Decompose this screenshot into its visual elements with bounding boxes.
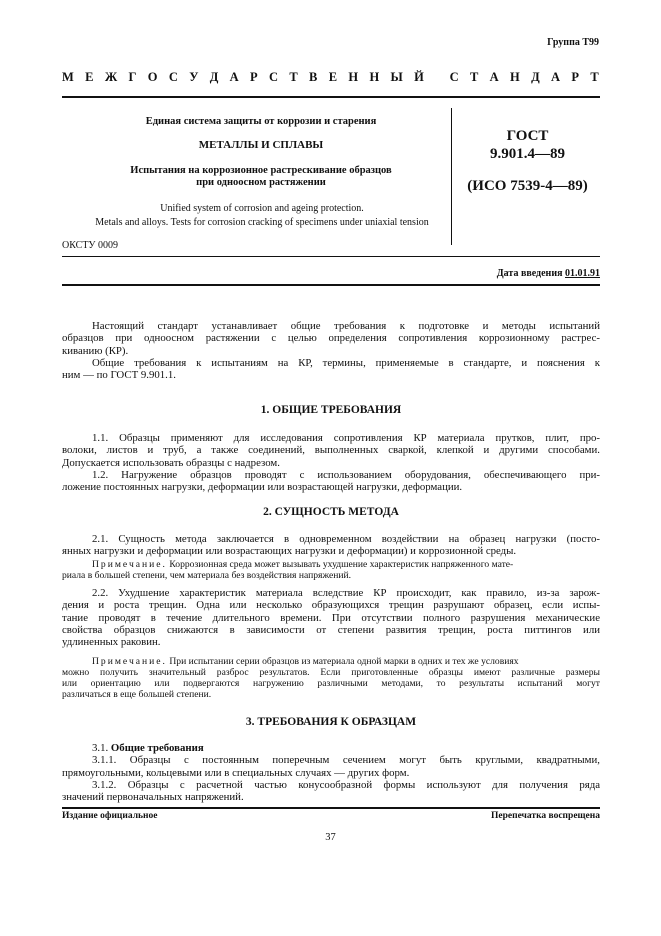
- text-line: 2.2. Ухудшение характеристик материала вследствие КР происходит, как правило, из-за зарож-: [92, 587, 600, 599]
- gost-number: 9.901.4—89: [490, 146, 565, 162]
- text-line: 2.1. Сущность метода заключается в одновременном воздействии на образец нагрузки (посто-: [92, 533, 600, 545]
- text-line: 1.2. Нагружение образцов проводят с использованием оборудования, обеспечивающего при-: [92, 469, 600, 481]
- heading-letter: Е: [328, 70, 338, 84]
- subsection-3-1: [62, 742, 600, 803]
- subsection-name: Общие требования: [110, 742, 204, 754]
- iso-number: (ИСО 7539-4—89): [467, 178, 588, 194]
- heading-letter: С: [168, 70, 178, 84]
- heading-letter: А: [229, 70, 239, 84]
- heading-letter: В: [309, 70, 318, 84]
- header-rule: [62, 96, 600, 98]
- text-line: Настоящий стандарт устанавливает общие требования к подготовке и методы испытаний: [92, 320, 600, 332]
- clause-2-2: [62, 587, 600, 648]
- text-line: ним — по ГОСТ 9.901.1.: [62, 369, 176, 382]
- heading-letter: М: [62, 70, 74, 84]
- text-line: свойства образцов снижаются в зависимости от степени развития трещин, роста питтингов или: [62, 623, 600, 636]
- text-line: образцов при одноосном растяжении с целью определения сопротивления коррозионному растрес-: [62, 332, 600, 345]
- page-number: 37: [325, 832, 336, 843]
- subsection-title: [62, 742, 600, 754]
- heading-letter: Н: [510, 70, 520, 84]
- text-line: киванию (КР).: [62, 344, 129, 357]
- text-line: Общие требования к испытаниям на КР, термины, применяемые в стандарте, и пояснения к: [92, 357, 600, 369]
- text-line: удлиненных раковин.: [62, 636, 161, 649]
- note-line: [62, 656, 600, 667]
- heading-letter: Ы: [390, 70, 403, 84]
- subject-title: МЕТАЛЛЫ И СПЛАВЫ: [198, 139, 324, 151]
- heading-letter: С: [449, 70, 459, 84]
- heading-letter: Т: [590, 70, 599, 84]
- introduction-date-label: Дата введения: [496, 268, 563, 279]
- heading-letter: [435, 70, 438, 85]
- section-1-heading: 1. ОБЩИЕ ТРЕБОВАНИЯ: [260, 404, 402, 416]
- text-line: прямоугольными, кольцевыми или в специальных случаях — других форм.: [62, 766, 410, 779]
- note-line: риала в большей степени, чем материала без воздействия напряжений.: [62, 570, 352, 581]
- group-label: Группа Т99: [547, 37, 599, 48]
- heading-letter: Т: [289, 70, 298, 84]
- date-rule: [62, 284, 600, 286]
- intro-paragraph-1: [62, 320, 600, 357]
- note-line: или ориентацию или подвергаются нагружению различными методами, то результаты испытаний могут: [62, 678, 600, 689]
- intro-paragraph-2: [62, 357, 600, 382]
- heading-letter: Г: [128, 70, 137, 84]
- heading-letter: Т: [469, 70, 479, 84]
- note-text: Коррозионная среда может вызывать ухудшение характеристик напряженного мате-: [169, 559, 514, 570]
- okstu-code: ОКСТУ 0009: [62, 240, 119, 251]
- heading-letter: Д: [531, 70, 540, 84]
- heading-letter: Р: [250, 70, 258, 84]
- footer-rule: [62, 807, 600, 809]
- heading-letter: Ж: [104, 70, 118, 84]
- note-text: При испытании серии образцов из материала одной марки в одних и тех же условиях: [169, 656, 519, 667]
- note-label: Примечание.: [92, 656, 167, 667]
- heading-letter: А: [489, 70, 499, 84]
- text-line: янных нагрузки и деформации или возрастающих нагрузки и деформации) и коррозионной среды.: [62, 545, 517, 558]
- section-2-heading: 2. СУЩНОСТЬ МЕТОДА: [263, 506, 399, 518]
- note-line: различаться в еще большей степени.: [62, 689, 212, 700]
- official-edition: Издание официальное: [62, 811, 158, 821]
- test-title-line1: Испытания на коррозионное растрескивание образцов: [130, 165, 392, 176]
- standard-type-heading: [62, 70, 599, 85]
- text-line: дения и роста трещин. Одна или несколько образующихся трещин разрушают образец, если испы-: [62, 599, 600, 612]
- heading-letter: Д: [209, 70, 219, 84]
- okstu-rule: [62, 256, 600, 257]
- heading-letter: А: [551, 70, 561, 84]
- heading-letter: Й: [414, 70, 424, 84]
- note-label: Примечание.: [92, 559, 167, 570]
- system-title: Единая система защиты от коррозии и старения: [145, 116, 377, 127]
- clause-1-2: [62, 469, 600, 494]
- heading-letter: У: [189, 70, 199, 84]
- clause-2-1: [62, 533, 600, 558]
- gost-label: ГОСТ: [506, 128, 549, 144]
- section-3-heading: 3. ТРЕБОВАНИЯ К ОБРАЗЦАМ: [245, 716, 417, 728]
- introduction-date-value: 01.01.91: [565, 268, 600, 279]
- heading-letter: Н: [369, 70, 380, 84]
- note-2: [62, 656, 600, 700]
- reprint-prohibited: Перепечатка воспрещена: [490, 811, 600, 821]
- heading-letter: Р: [571, 70, 580, 84]
- note-line: [62, 559, 600, 570]
- text-line: ложение постоянных нагрузки, деформации или возрастающей нагрузки, деформации.: [62, 481, 463, 494]
- english-title-line1: Unified system of corrosion and ageing protection.: [160, 203, 364, 214]
- text-line: 3.1.2. Образцы с расчетной частью конусообразной формы используют для получения ряда: [92, 778, 600, 791]
- note-1: [62, 559, 600, 581]
- text-line: 3.1.1. Образцы с постоянным поперечным сечением могут быть круглыми, квадратными,: [92, 754, 600, 767]
- text-line: тание проводят в течение длительного времени. При отсутствии полного разрушения механические: [62, 611, 600, 624]
- clause-1-1: [62, 432, 600, 469]
- heading-letter: О: [147, 70, 158, 84]
- heading-letter: Е: [85, 70, 94, 84]
- text-line: волоки, листов и труб, а также соединений, выполненных сваркой, клепкой и другими способами.: [62, 444, 600, 457]
- heading-letter: С: [269, 70, 279, 84]
- text-line: значений первоначальных напряжений.: [62, 791, 244, 804]
- introduction-date: [497, 268, 600, 279]
- english-title-line2: Metals and alloys. Tests for corrosion cracking of specimens under uniaxial tension: [95, 217, 429, 228]
- text-line: Допускается использовать образцы с надрезом.: [62, 456, 280, 469]
- note-line: можно получить значительный разброс результатов. Если приготовленные образцы имеют различные размеры: [62, 667, 600, 678]
- test-title-line2: при одноосном растяжении: [196, 177, 326, 188]
- text-line: 1.1. Образцы применяют для исследования сопротивления КР материала прутков, плит, про-: [92, 432, 600, 444]
- heading-letter: Н: [348, 70, 359, 84]
- subsection-number: 3.1.: [92, 742, 109, 754]
